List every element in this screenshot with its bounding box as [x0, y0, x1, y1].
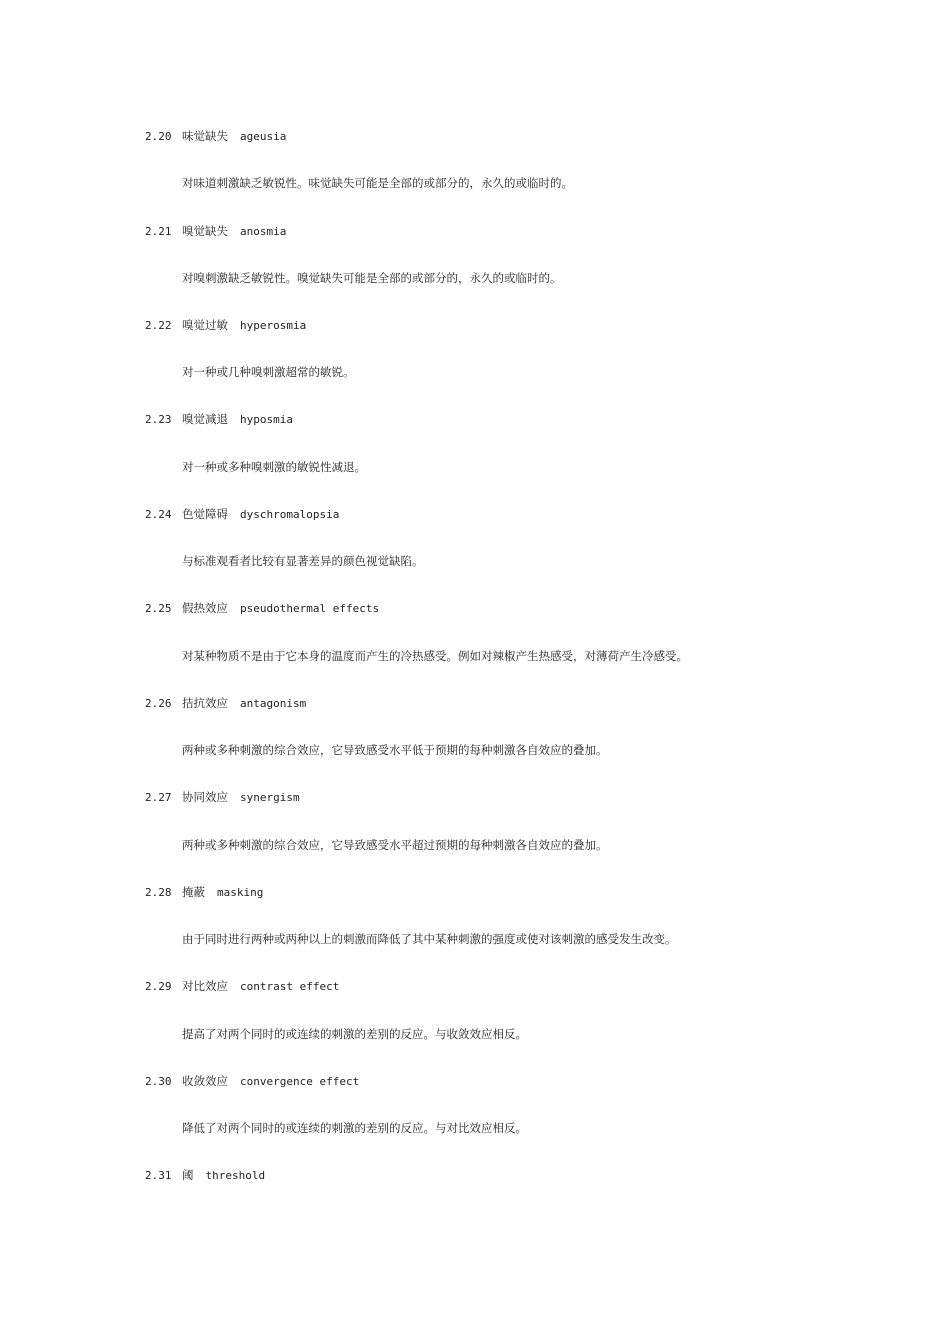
term-definition: 对嗅刺激缺乏敏锐性。嗅觉缺失可能是全部的或部分的，永久的或临时的。 [182, 271, 562, 285]
term-definition: 对一种或几种嗅刺激超常的敏锐。 [182, 365, 355, 379]
term-heading [145, 224, 286, 239]
term-definition: 两种或多种刺激的综合效应，它导致感受水平超过预期的每种刺激各自效应的叠加。 [182, 838, 608, 852]
term-heading [145, 979, 339, 994]
term-heading [145, 1168, 265, 1183]
term-english: hyposmia [240, 413, 293, 426]
term-number: 2.26 [145, 697, 172, 710]
term-english: synergism [240, 791, 300, 804]
term-chinese: 阈 [182, 1168, 194, 1182]
term-number: 2.28 [145, 886, 172, 899]
term-number: 2.21 [145, 225, 172, 238]
term-number: 2.25 [145, 602, 172, 615]
term-chinese: 嗅觉减退 [182, 412, 228, 426]
term-definition: 对某种物质不是由于它本身的温度而产生的冷热感受。例如对辣椒产生热感受，对薄荷产生冷感受。 [182, 649, 688, 663]
term-number: 2.22 [145, 319, 172, 332]
term-number: 2.31 [145, 1169, 172, 1182]
term-chinese: 嗅觉缺失 [182, 224, 228, 238]
term-chinese: 收敛效应 [182, 1074, 228, 1088]
term-heading [145, 412, 293, 427]
term-definition: 提高了对两个同时的或连续的刺激的差别的反应。与收敛效应相反。 [182, 1027, 527, 1041]
term-chinese: 色觉障碍 [182, 507, 228, 521]
term-chinese: 假热效应 [182, 601, 228, 615]
term-english: hyperosmia [240, 319, 307, 332]
term-english: anosmia [240, 225, 287, 238]
term-heading [145, 507, 339, 522]
term-number: 2.24 [145, 508, 172, 521]
term-english: threshold [205, 1169, 266, 1182]
term-heading [145, 1074, 359, 1089]
term-chinese: 拮抗效应 [182, 696, 228, 710]
term-heading [145, 318, 306, 333]
term-english: contrast effect [240, 980, 340, 993]
term-number: 2.29 [145, 980, 172, 993]
term-chinese: 嗅觉过敏 [182, 318, 228, 332]
term-english: masking [217, 886, 264, 899]
term-heading [145, 696, 306, 711]
term-chinese: 协同效应 [182, 790, 228, 804]
term-definition: 降低了对两个同时的或连续的刺激的差别的反应。与对比效应相反。 [182, 1121, 527, 1135]
term-definition: 与标准观看者比较有显著差异的颜色视觉缺陷。 [182, 554, 424, 568]
term-number: 2.20 [145, 130, 172, 143]
term-heading [145, 129, 286, 144]
term-english: dyschromalopsia [240, 508, 340, 521]
term-heading [145, 790, 300, 805]
term-number: 2.23 [145, 413, 172, 426]
term-definition: 对一种或多种嗅刺激的敏锐性减退。 [182, 460, 366, 474]
term-chinese: 对比效应 [182, 979, 228, 993]
term-chinese: 味觉缺失 [182, 129, 228, 143]
term-chinese: 掩蔽 [182, 885, 205, 899]
term-english: antagonism [240, 697, 307, 710]
term-english: pseudothermal effects [240, 602, 380, 615]
term-definition: 由于同时进行两种或两种以上的刺激而降低了其中某种刺激的强度或使对该刺激的感受发生改变。 [182, 932, 677, 946]
term-number: 2.27 [145, 791, 172, 804]
term-heading [145, 601, 379, 616]
term-definition: 两种或多种刺激的综合效应，它导致感受水平低于预期的每种刺激各自效应的叠加。 [182, 743, 608, 757]
term-heading [145, 885, 263, 900]
term-english: ageusia [240, 130, 287, 143]
term-number: 2.30 [145, 1075, 172, 1088]
term-english: convergence effect [240, 1075, 360, 1088]
term-definition: 对味道刺激缺乏敏锐性。味觉缺失可能是全部的或部分的，永久的或临时的。 [182, 176, 573, 190]
